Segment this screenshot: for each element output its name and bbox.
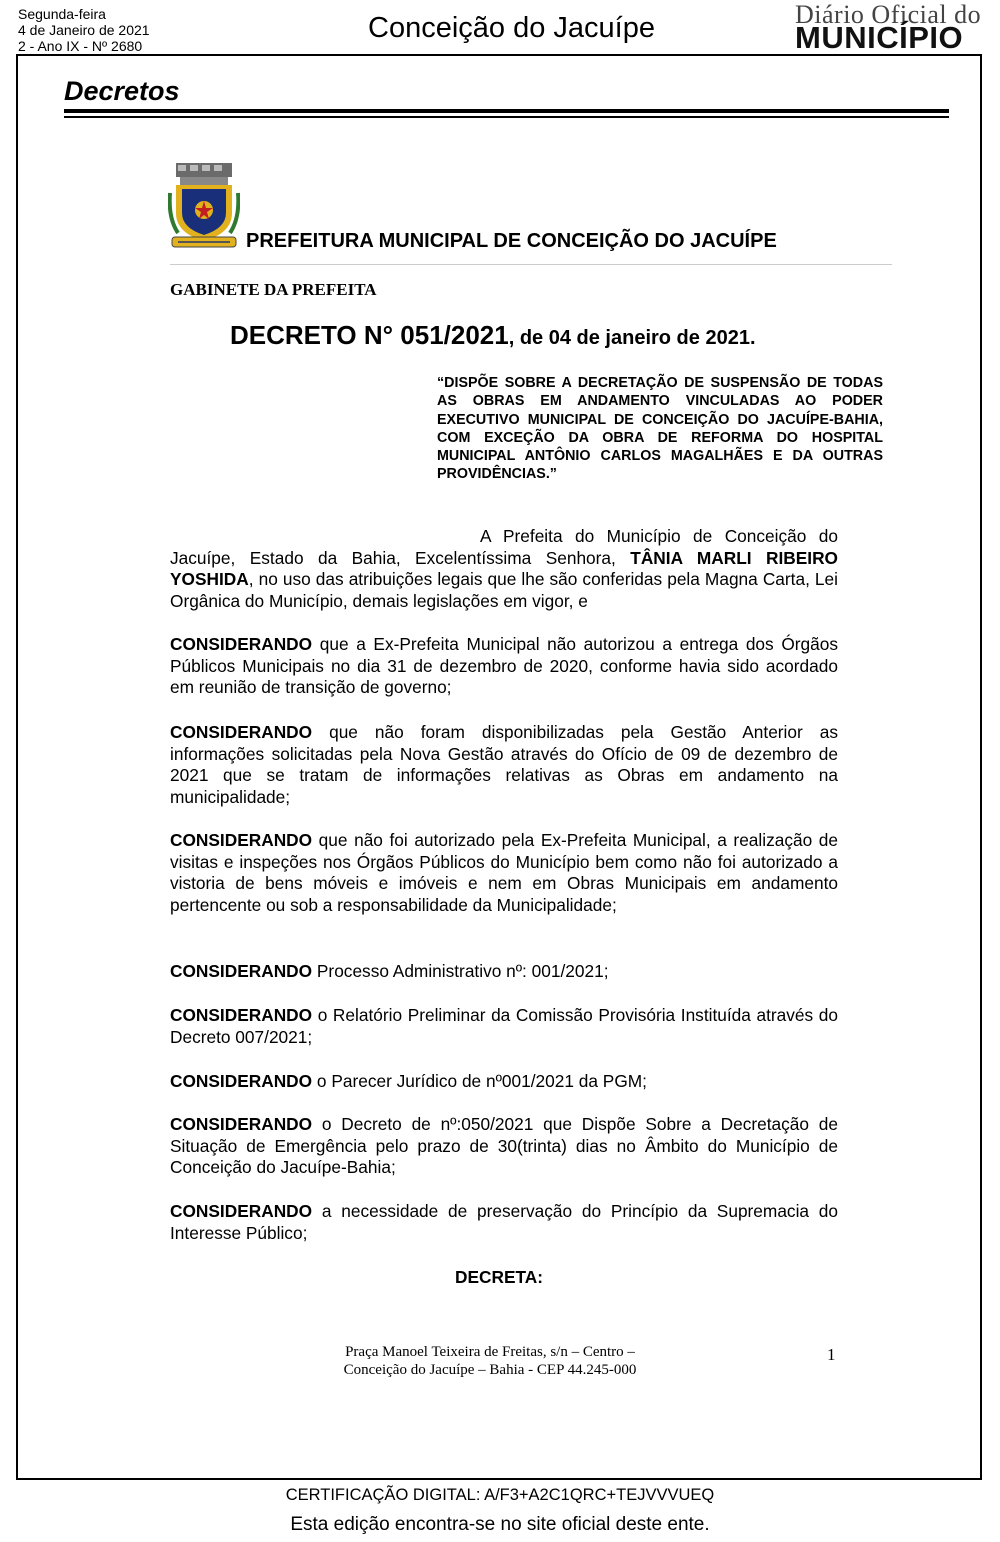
considerando-text: que não foram disponibilizadas pela Gestão Anterior as informações solicitadas pela Nova Gestão através do Ofício de 09 de dezembro de 2021 que se tratam de informações relativas as Obras em andamento na municipalidade; <box>170 722 838 807</box>
address-line-2: Conceição do Jacuípe – Bahia - CEP 44.245-000 <box>343 1362 637 1378</box>
intro-text-1: A Prefeita do Município de Conceição do Jacuípe, Estado da Bahia, Excelentíssima Senhora, <box>170 526 838 568</box>
considerando-text: o Decreto de nº:050/2021 que Dispõe Sobre a Decretação de Situação de Emergência pelo prazo de 30(trinta) dias no Âmbito do Município de Conceição do Jacuípe-Bahia; <box>170 1114 838 1178</box>
considerando-label: CONSIDERANDO <box>170 961 313 981</box>
considerando-label: CONSIDERANDO <box>170 1114 313 1134</box>
mayor-name: TÂNIA MARLI RIBEIRO YOSHIDA <box>170 547 838 590</box>
considerando-paragraph <box>170 830 838 916</box>
considerando-paragraph <box>170 1005 838 1048</box>
digital-certification: CERTIFICAÇÃO DIGITAL: A/F3+A2C1QRC+TEJVVVUEQ <box>285 1486 715 1504</box>
considerando-label: CONSIDERANDO <box>170 1071 313 1091</box>
edition-date: 4 de Janeiro de 2021 <box>18 22 150 38</box>
considerando-paragraph <box>170 961 838 983</box>
coat-of-arms-icon <box>168 163 240 249</box>
decreta-heading: DECRETA: <box>455 1267 544 1287</box>
cabinet-label: GABINETE DA PREFEITA <box>170 280 377 299</box>
section-divider <box>64 109 949 113</box>
logo-line-2: MUNICÍPIO <box>795 20 964 55</box>
decree-date: , de 04 de janeiro de 2021. <box>508 327 756 349</box>
decree-summary: “DISPÕE SOBRE A DECRETAÇÃO DE SUSPENSÃO DE TODAS AS OBRAS EM ANDAMENTO VINCULADAS AO PODER EXECUTIVO MUNICIPAL DE CONCEIÇÃO DO JACUÍPE-BAHIA, COM EXCEÇÃO DA OBRA DE REFORMA DO HOSPITAL MUNICIPAL ANTÔNIO CARLOS MAGALHÃES E DA OUTRAS PROVIDÊNCIAS.” <box>437 375 883 483</box>
intro-text-2: , no uso das atribuições legais que lhe são conferidas pela Magna Carta, Lei Orgânica do Município, demais legislações em vigor, e <box>170 569 838 611</box>
considerando-paragraph <box>170 1114 838 1179</box>
considerando-label: CONSIDERANDO <box>170 830 313 850</box>
considerando-label: CONSIDERANDO <box>170 634 313 654</box>
site-note: Esta edição encontra-se no site oficial deste ente. <box>290 1514 710 1535</box>
considerando-text: Processo Administrativo nº: 001/2021; <box>312 961 609 981</box>
considerando-text: que a Ex-Prefeita Municipal não autorizou a entrega dos Órgãos Públicos Municipais no dia 31 de dezembro de 2020, conforme havia sido acordado em reunião de transição de governo; <box>170 634 838 698</box>
considerando-paragraph <box>170 634 838 699</box>
considerando-label: CONSIDERANDO <box>170 722 313 742</box>
page-number: 1 <box>827 1345 836 1364</box>
footer-address <box>300 1343 680 1379</box>
org-divider <box>170 264 892 265</box>
logo-line-1: Diário Oficial do <box>795 0 982 29</box>
considerando-paragraph <box>170 1201 838 1244</box>
edition-number: 2 - Ano IX - Nº 2680 <box>18 38 143 54</box>
considerando-text: que não foi autorizado pela Ex-Prefeita Municipal, a realização de visitas e inspeções nos Órgãos Públicos do Município bem como não foi autorizado a vistoria de bens móveis e imóveis e nem em Obras Municipais em andamento pertencente ou sob a responsabilidade da Municipalidade; <box>170 830 838 915</box>
considerando-label: CONSIDERANDO <box>170 1201 313 1221</box>
considerando-text: o Parecer Jurídico de nº001/2021 da PGM; <box>312 1071 647 1091</box>
section-title: Decretos <box>64 76 180 106</box>
considerando-paragraph <box>170 1071 838 1093</box>
considerando-text: a necessidade de preservação do Princípio da Supremacia do Interesse Público; <box>170 1201 838 1243</box>
decree-heading <box>230 320 756 351</box>
considerando-label: CONSIDERANDO <box>170 1005 313 1025</box>
considerando-paragraph <box>170 722 838 808</box>
edition-info <box>18 6 150 54</box>
section-divider-thin <box>64 116 949 118</box>
considerando-text: o Relatório Preliminar da Comissão Provisória Instituída através do Decreto 007/2021; <box>170 1005 838 1047</box>
city-title: Conceição do Jacuípe <box>368 12 655 44</box>
decree-number: DECRETO N° 051/2021 <box>230 320 509 350</box>
intro-paragraph <box>170 526 838 612</box>
address-line-1: Praça Manoel Teixeira de Freitas, s/n – Centro – <box>345 1344 635 1360</box>
org-name: PREFEITURA MUNICIPAL DE CONCEIÇÃO DO JACUÍPE <box>246 230 777 252</box>
weekday: Segunda-feira <box>18 6 106 22</box>
